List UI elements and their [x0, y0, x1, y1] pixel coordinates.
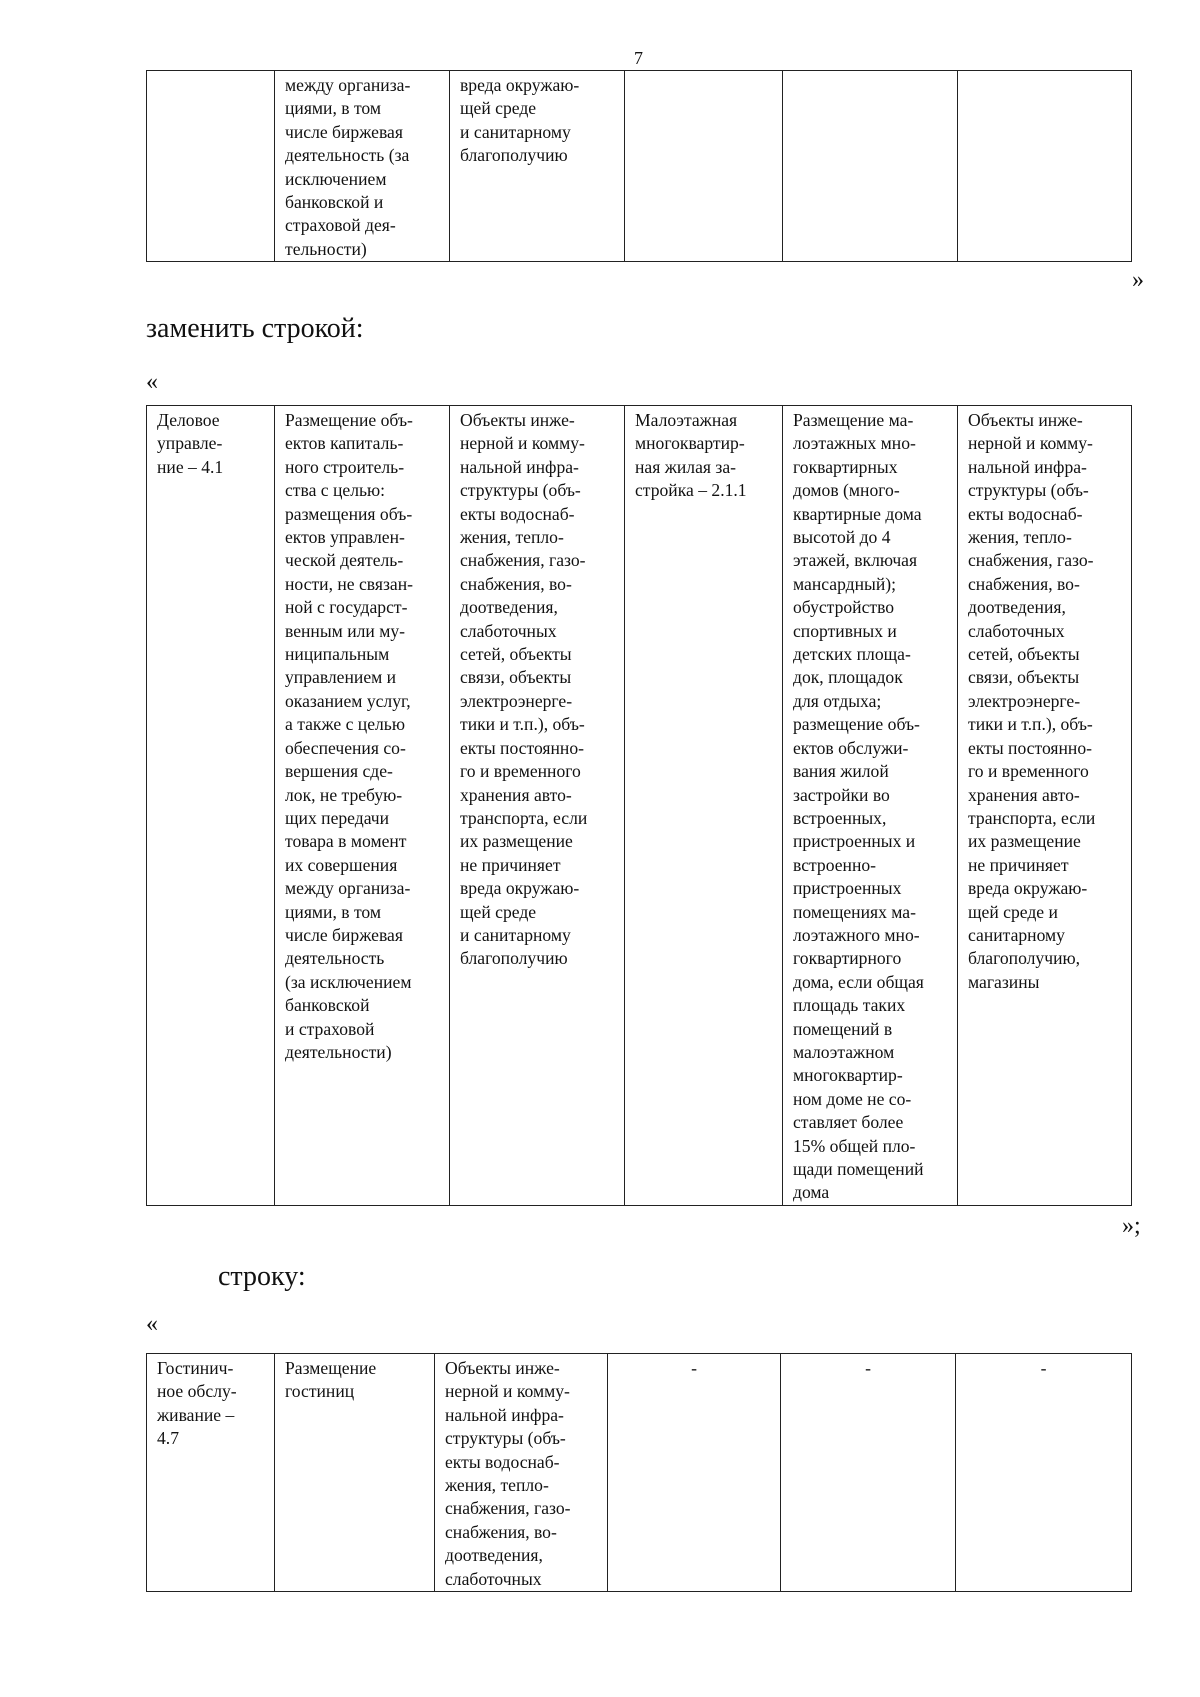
cell-text-line: их совершения [285, 854, 398, 875]
cell-text-line: не причиняет [460, 854, 561, 875]
cell-text-line: гостиниц [285, 1381, 355, 1402]
table-cell [781, 1354, 956, 1592]
cell-text-line: снабжения, во- [445, 1521, 557, 1542]
table-cell [450, 406, 625, 1206]
cell-text-line: электроэнерге- [968, 690, 1081, 711]
cell-text-line: ектов управлен- [285, 527, 405, 548]
cell-text-line: помещений в [793, 1018, 893, 1039]
cell-text-line: мансардный); [793, 573, 896, 594]
cell-text-line: числе биржевая [285, 121, 403, 142]
cell-text-line: стройка – 2.1.1 [635, 480, 747, 501]
cell-text-line: жения, тепло- [460, 527, 564, 548]
page-number: 7 [634, 48, 643, 68]
cell-text-line: размещения объ- [285, 503, 413, 524]
cell-text-line: деятельность [285, 948, 385, 969]
cell-text-line: обустройство [793, 597, 895, 618]
table-cell [783, 406, 958, 1206]
cell-text-line: транспорта, если [460, 807, 588, 828]
cell-text-line: хранения авто- [460, 784, 572, 805]
cell-text-line: многоквартир- [793, 1065, 903, 1086]
cell-text-line: помещениях ма- [793, 901, 916, 922]
cell-text-line: пристроенных [793, 878, 902, 899]
cell-text-line: магазины [968, 971, 1040, 992]
cell-text-line: нальной инфра- [968, 456, 1087, 477]
table-cell [147, 406, 275, 1206]
cell-text-line: застройки во [793, 784, 890, 805]
cell-text-line: деятельности) [285, 1041, 392, 1062]
table-replacement-row [146, 405, 1132, 1206]
table-cell [147, 71, 275, 262]
cell-text-line: - [1040, 1358, 1047, 1378]
cell-text-line: тики и т.п.), объ- [460, 714, 585, 735]
table-cell [275, 1354, 435, 1592]
cell-text-line: 15% общей пло- [793, 1135, 916, 1156]
table-cell [625, 406, 783, 1206]
cell-text-line: лоэтажного мно- [793, 924, 920, 945]
cell-text-line: гоквартирных [793, 456, 898, 477]
table-hotel-row [146, 1353, 1132, 1592]
cell-text-line: жения, тепло- [968, 527, 1072, 548]
cell-text-line: доотведения, [460, 597, 558, 618]
cell-text-line: лоэтажных мно- [793, 433, 916, 454]
instruction-heading: заменить строкой: [146, 313, 364, 344]
cell-text-line: док, площадок [793, 667, 903, 688]
cell-text-line: благополучию [460, 948, 568, 969]
table-cell [956, 1354, 1132, 1592]
cell-text-line: дома, если общая [793, 971, 924, 992]
cell-text-line: встроенных, [793, 807, 887, 828]
instruction-heading: строку: [218, 1261, 306, 1292]
cell-text-line: нерной и комму- [460, 433, 585, 454]
cell-text-line: высотой до 4 [793, 527, 891, 548]
cell-text-line: электроэнерге- [460, 690, 573, 711]
cell-text-line: домов (много- [793, 480, 900, 501]
cell-text-line: и санитарному [460, 121, 571, 142]
table-cell [783, 71, 958, 262]
cell-text-line: структуры (объ- [968, 480, 1089, 501]
cell-text-line: вреда окружаю- [460, 878, 580, 899]
cell-text-line: вреда окружаю- [460, 75, 580, 95]
cell-text-line: циями, в том [285, 901, 382, 922]
table-cell [147, 1354, 275, 1592]
cell-text-line: ности, не связан- [285, 573, 413, 594]
cell-text-line: связи, объекты [460, 667, 572, 688]
cell-text-line: нальной инфра- [445, 1404, 564, 1425]
cell-text-line: го и временного [968, 761, 1089, 782]
cell-text-line: хранения авто- [968, 784, 1080, 805]
cell-text-line: Гостинич- [157, 1358, 234, 1378]
cell-text-line: управлением и [285, 667, 397, 688]
table-top-fragment [146, 70, 1132, 262]
cell-text-line: снабжения, газо- [445, 1498, 571, 1519]
table-cell [608, 1354, 781, 1592]
cell-text-line: живание – [157, 1404, 235, 1425]
cell-text-line: сетей, объекты [968, 644, 1080, 665]
opening-quote: « [146, 1311, 158, 1337]
cell-text-line: доотведения, [445, 1545, 543, 1566]
cell-text-line: санитарному [968, 924, 1065, 945]
cell-text-line: вершения сде- [285, 761, 393, 782]
cell-text-line: ектов обслужи- [793, 737, 909, 758]
cell-text-line: исключением [285, 168, 387, 189]
cell-text-line: Размещение объ- [285, 410, 413, 430]
cell-text-line: тики и т.п.), объ- [968, 714, 1093, 735]
cell-text-line: этажей, включая [793, 550, 918, 571]
cell-text-line: транспорта, если [968, 807, 1096, 828]
table-row [147, 1354, 1132, 1592]
cell-text-line: детских площа- [793, 644, 911, 665]
cell-text-line: вания жилой [793, 761, 889, 782]
cell-text-line: циями, в том [285, 98, 382, 119]
cell-text-line: слаботочных [968, 620, 1065, 641]
cell-text-line: щих передачи [285, 807, 390, 828]
table-cell [450, 71, 625, 262]
cell-text-line: Объекты инже- [460, 410, 575, 430]
cell-text-line: нерной и комму- [445, 1381, 570, 1402]
cell-text-line: жения, тепло- [445, 1475, 549, 1496]
cell-text-line: оказанием услуг, [285, 690, 411, 711]
table-cell [435, 1354, 608, 1592]
cell-text-line: слаботочных [460, 620, 557, 641]
cell-text-line: ниципальным [285, 644, 390, 665]
cell-text-line: вреда окружаю- [968, 878, 1088, 899]
cell-text-line: доотведения, [968, 597, 1066, 618]
cell-text-line: екты постоянно- [968, 737, 1092, 758]
cell-text-line: пристроенных и [793, 831, 916, 852]
cell-text-line: ставляет более [793, 1112, 904, 1133]
table-cell [958, 71, 1132, 262]
cell-text-line: между организа- [285, 878, 411, 899]
cell-text-line: слаботочных [445, 1568, 542, 1589]
cell-text-line: снабжения, газо- [460, 550, 586, 571]
cell-text-line: нальной инфра- [460, 456, 579, 477]
cell-text-line: малоэтажном [793, 1041, 895, 1062]
cell-text-line: а также с целью [285, 714, 405, 735]
cell-text-line: ное обслу- [157, 1381, 237, 1402]
cell-text-line: екты постоянно- [460, 737, 584, 758]
cell-text-line: их размещение [968, 831, 1081, 852]
cell-text-line: банковской и [285, 192, 384, 213]
cell-text-line: щади помещений [793, 1159, 924, 1179]
cell-text-line: банковской [285, 995, 370, 1016]
cell-text-line: щей среде [460, 901, 537, 922]
cell-text-line: нерной и комму- [968, 433, 1093, 454]
cell-text-line: тельности) [285, 238, 367, 259]
cell-text-line: связи, объекты [968, 667, 1080, 688]
cell-text-line: лок, не требую- [285, 784, 403, 805]
cell-text-line: для отдыха; [793, 690, 882, 711]
cell-text-line: щей среде [460, 98, 537, 119]
cell-text-line: снабжения, газо- [968, 550, 1094, 571]
cell-text-line: многоквартир- [635, 433, 745, 454]
cell-text-line: екты водоснаб- [445, 1451, 560, 1472]
table-cell [958, 406, 1132, 1206]
cell-text-line: не причиняет [968, 854, 1069, 875]
cell-text-line: спортивных и [793, 620, 897, 641]
cell-text-line: и санитарному [460, 924, 571, 945]
cell-text-line: снабжения, во- [968, 573, 1080, 594]
opening-quote: « [146, 369, 158, 395]
cell-text-line: Объекты инже- [445, 1358, 560, 1378]
cell-text-line: размещение объ- [793, 714, 920, 735]
cell-text-line: Деловое [157, 410, 220, 430]
cell-text-line: гоквартирного [793, 948, 902, 969]
cell-text-line: Малоэтажная [635, 410, 738, 430]
cell-text-line: площадь таких [793, 995, 906, 1016]
cell-text-line: товара в момент [285, 831, 407, 852]
cell-text-line: структуры (объ- [445, 1428, 566, 1449]
cell-text-line: ной с государст- [285, 597, 408, 618]
cell-text-line: - [691, 1358, 697, 1378]
cell-text-line: их размещение [460, 831, 573, 852]
closing-quote: » [1132, 267, 1144, 293]
cell-text-line: ная жилая за- [635, 456, 736, 477]
cell-text-line: дома [793, 1182, 830, 1203]
cell-text-line: Размещение ма- [793, 410, 914, 430]
cell-text-line: обеспечения со- [285, 737, 406, 758]
table-cell [625, 71, 783, 262]
cell-text-line: ном доме не со- [793, 1088, 912, 1109]
cell-text-line: ние – 4.1 [157, 456, 224, 477]
cell-text-line: благополучию, [968, 948, 1081, 969]
closing-quote: »; [1122, 1213, 1141, 1239]
cell-text-line: ектов капиталь- [285, 433, 404, 454]
cell-text-line: екты водоснаб- [968, 503, 1083, 524]
cell-text-line: 4.7 [157, 1428, 179, 1449]
table-cell [275, 406, 450, 1206]
table-row [147, 71, 1132, 262]
table-row [147, 406, 1132, 1206]
cell-text-line: структуры (объ- [460, 480, 581, 501]
cell-text-line: Объекты инже- [968, 410, 1083, 430]
cell-text-line: деятельность (за [285, 145, 410, 166]
cell-text-line: Размещение [285, 1358, 377, 1378]
cell-text-line: квартирные дома [793, 503, 922, 524]
cell-text-line: екты водоснаб- [460, 503, 575, 524]
cell-text-line: венным или му- [285, 620, 405, 641]
cell-text-line: страховой дея- [285, 215, 396, 236]
cell-text-line: управле- [157, 433, 223, 454]
table-cell [275, 71, 450, 262]
cell-text-line: благополучию [460, 145, 568, 166]
cell-text-line: ного строитель- [285, 456, 405, 477]
cell-text-line: между организа- [285, 75, 411, 95]
cell-text-line: го и временного [460, 761, 581, 782]
cell-text-line: снабжения, во- [460, 573, 572, 594]
cell-text-line: и страховой [285, 1018, 375, 1039]
cell-text-line: ства с целью: [285, 480, 386, 501]
cell-text-line: встроенно- [793, 854, 877, 875]
cell-text-line: щей среде и [968, 901, 1058, 922]
cell-text-line: - [865, 1358, 871, 1378]
cell-text-line: (за исключением [285, 971, 412, 992]
cell-text-line: ческой деятель- [285, 550, 404, 571]
cell-text-line: числе биржевая [285, 924, 403, 945]
cell-text-line: сетей, объекты [460, 644, 572, 665]
